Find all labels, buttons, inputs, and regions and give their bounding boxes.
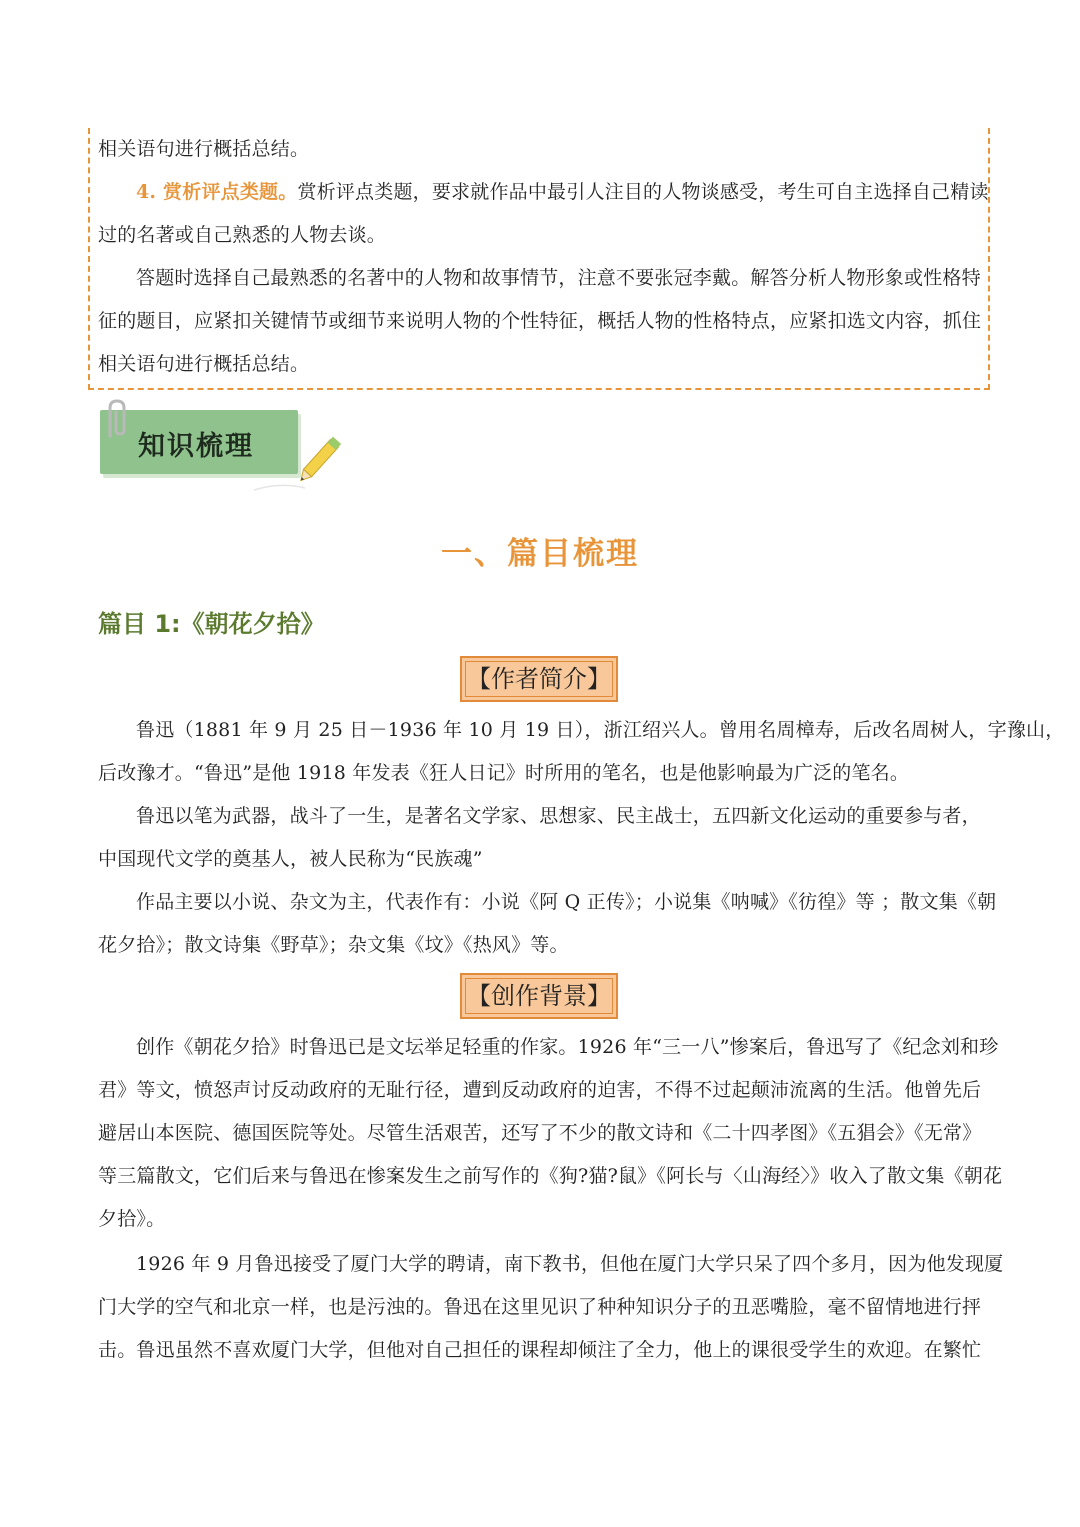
chapter-title: 篇目 1:《朝花夕拾》 bbox=[98, 610, 325, 638]
tips-item-4 bbox=[98, 171, 989, 214]
background-line: 避居山本医院、德国医院等处。尽管生活艰苦，还写了不少的散文诗和《二十四孝图》《五猖会》《无常》 bbox=[98, 1122, 982, 1144]
tips-paragraph-line-3: 相关语句进行概括总结。 bbox=[98, 353, 310, 375]
tips-item-4-label: 4. 赏析评点类题。 bbox=[136, 181, 298, 203]
author-line: 鲁迅（1881 年 9 月 25 日－1936 年 10 月 19 日），浙江绍兴人。曾用名周樟寿，后改名周树人，字豫山， bbox=[136, 719, 1065, 741]
author-line: 中国现代文学的奠基人，被人民称为“民族魂” bbox=[98, 848, 483, 870]
author-line: 作品主要以小说、杂文为主，代表作有：小说《阿 Q 正传》；小说集《呐喊》《彷徨》等 ；散文集《朝 bbox=[136, 891, 997, 913]
tips-paragraph-line-1: 答题时选择自己最熟悉的名著中的人物和故事情节，注意不要张冠李戴。解答分析人物形象或性格特 bbox=[136, 267, 981, 289]
background-line: 君》等文，愤怒声讨反动政府的无耻行径，遭到反动政府的迫害，不得不过起颠沛流离的生活。他曾先后 bbox=[98, 1079, 982, 1101]
paperclip-icon bbox=[98, 398, 138, 440]
author-line: 后改豫才。“鲁迅”是他 1918 年发表《狂人日记》时所用的笔名，也是他影响最为广泛的笔名。 bbox=[98, 762, 910, 784]
background-line: 门大学的空气和北京一样，也是污浊的。鲁迅在这里见识了种种知识分子的丑恶嘴脸，毫不留情地进行抨 bbox=[98, 1296, 982, 1318]
tips-paragraph-line-2: 征的题目，应紧扣关键情节或细节来说明人物的个性特征，概括人物的性格特点，应紧扣选文内容，抓住 bbox=[98, 310, 982, 332]
author-line: 花夕拾》；散文诗集《野草》；杂文集《坟》《热风》等。 bbox=[98, 934, 569, 956]
background-line: 1926 年 9 月鲁迅接受了厦门大学的聘请，南下教书，但他在厦门大学只呆了四个多月，因为他发现厦 bbox=[136, 1253, 1004, 1275]
author-line: 鲁迅以笔为武器，战斗了一生，是著名文学家、思想家、民主战士，五四新文化运动的重要参与者， bbox=[136, 805, 981, 827]
pencil-icon bbox=[250, 430, 350, 496]
background-line: 击。鲁迅虽然不喜欢厦门大学，但他对自己担任的课程却倾注了全力，他上的课很受学生的欢迎。在繁忙 bbox=[98, 1339, 982, 1361]
tips-item-4-text: 赏析评点类题，要求就作品中最引人注目的人物谈感受，考生可自主选择自己精读 bbox=[297, 181, 989, 203]
background-tag: 【创作背景】 bbox=[460, 973, 618, 1019]
background-line: 夕拾》。 bbox=[98, 1208, 166, 1230]
background-line: 创作《朝花夕拾》时鲁迅已是文坛举足轻重的作家。1926 年“三一八”惨案后，鲁迅写了《纪念刘和珍 bbox=[136, 1036, 999, 1058]
background-line: 等三篇散文，它们后来与鲁迅在惨案发生之前写作的《狗?猫?鼠》《阿长与〈山海经〉》收入了散文集《朝花 bbox=[98, 1165, 1003, 1187]
section-title: 一、篇目梳理 bbox=[441, 536, 639, 572]
tips-item-4-line-2: 过的名著或自己熟悉的人物去谈。 bbox=[98, 224, 387, 246]
author-intro-tag: 【作者简介】 bbox=[460, 656, 618, 702]
tips-line-0: 相关语句进行概括总结。 bbox=[98, 138, 310, 160]
knowledge-badge-label: 知识梳理 bbox=[138, 431, 254, 462]
